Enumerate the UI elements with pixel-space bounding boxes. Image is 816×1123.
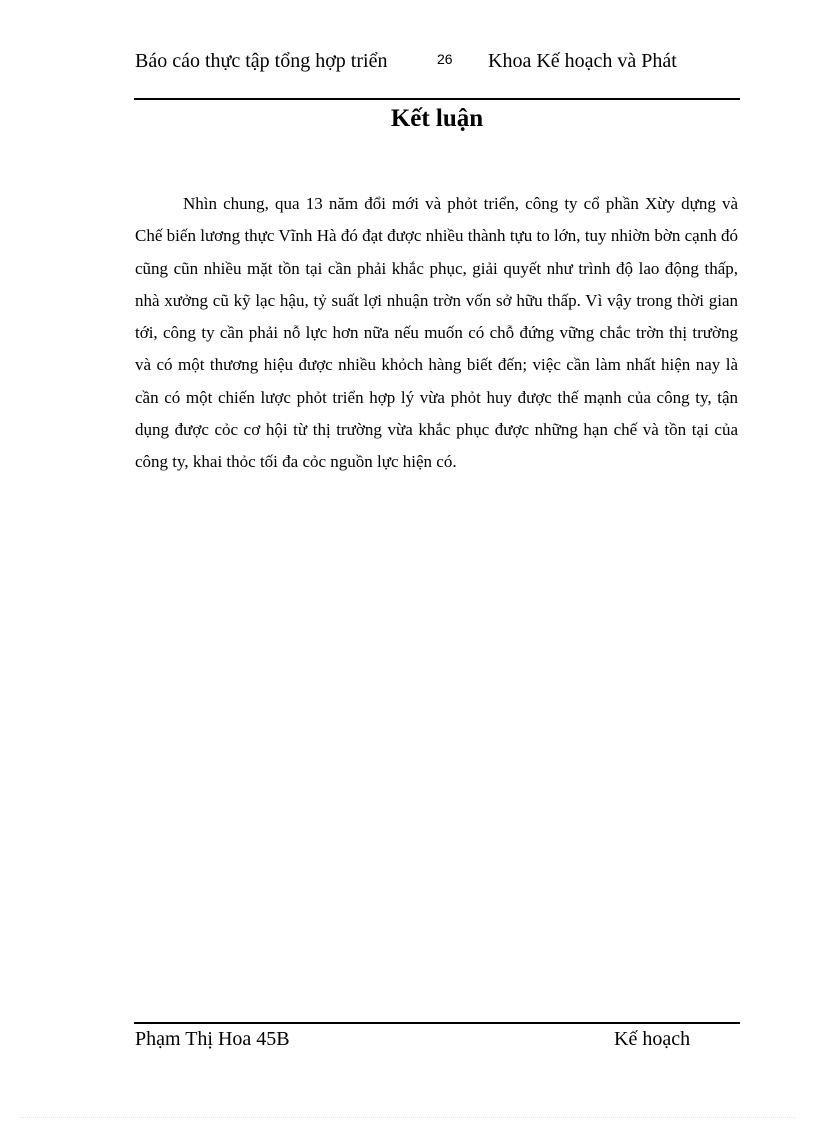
header-department: Khoa Kế hoạch và Phát <box>488 50 677 72</box>
page-bottom-edge <box>20 1117 796 1118</box>
page-title: Kết luận <box>390 105 484 132</box>
footer-major: Kế hoạch <box>614 1028 691 1050</box>
header-report-title: Báo cáo thực tập tổng hợp triển <box>135 50 388 72</box>
footer-divider <box>134 1022 740 1024</box>
header-divider <box>134 98 740 100</box>
header-page-number: 26 <box>437 51 453 67</box>
footer-author: Phạm Thị Hoa 45B <box>135 1028 290 1050</box>
conclusion-paragraph: Nhìn chung, qua 13 năm đổi mới và phỏt triển, công ty cổ phần Xừy dựng và Chế biến lương thực Vĩnh Hà đó đạt được nhiều thành tựu to lớn, tuy nhiờn bờn cạnh đó cũng cũn nhiều mặt tồn tại cần phải khắc phục, giải quyết như trình độ lao động thấp, nhà xưởng cũ kỹ lạc hậu, tỷ suất lợi nhuận trờn vốn sở hữu thấp. Vì vậy trong thời gian tới, công ty cần phải nỗ lực hơn nữa nếu muốn có chỗ đứng vững chắc trờn thị trường và có một thương hiệu được nhiều khỏch hàng biết đến; việc cần làm nhất hiện nay là cần có một chiến lược phỏt triển hợp lý vừa phỏt huy được thế mạnh của công ty, tận dụng được cỏc cơ hội từ thị trường vừa khắc phục được những hạn chế và tồn tại của công ty, khai thỏc tối đa cỏc nguồn lực hiện có. <box>135 194 738 472</box>
